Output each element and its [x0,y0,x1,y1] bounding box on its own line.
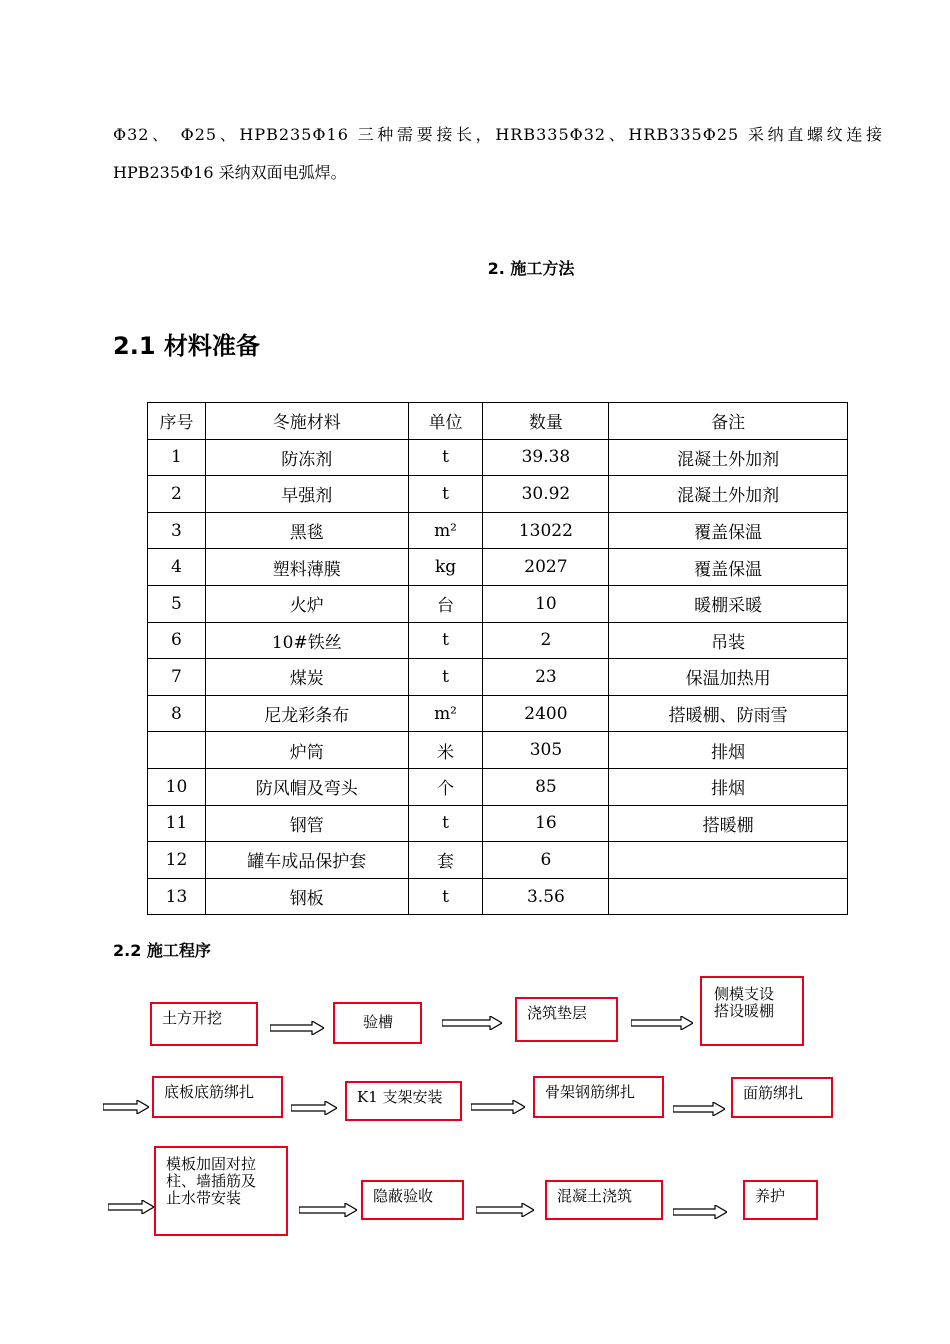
table-cell: 暖棚采暖 [609,585,848,622]
table-header-row [148,403,848,440]
table-cell: 3 [148,512,206,549]
table-cell [609,878,848,915]
table-cell: 6 [483,842,609,879]
table-cell: 早强剂 [205,476,408,513]
table-row [148,768,848,805]
flow-box-earthwork: 土方开挖 [150,1002,258,1046]
table-cell: 罐车成品保护套 [205,842,408,879]
table-cell: t [408,805,483,842]
table-cell: 12 [148,842,206,879]
header-cell: 数量 [483,403,609,440]
flow-box-cushion: 浇筑垫层 [515,997,618,1042]
table-cell: 搭暖棚 [609,805,848,842]
table-cell: 2 [483,622,609,659]
flow-box-inspect-trench: 验槽 [333,1002,422,1044]
table-cell: 2027 [483,549,609,586]
subsection-title-materials: 2.1 材料准备 [113,332,260,360]
materials-table [147,402,848,915]
table-cell: 5 [148,585,206,622]
table-cell: 11 [148,805,206,842]
flow-arrow [442,1016,496,1030]
flow-box-formwork: 模板加固对拉 柱、墙插筋及 止水带安装 [154,1146,288,1236]
table-cell: 8 [148,695,206,732]
table-cell: m² [408,512,483,549]
flow-box-top-rebar: 面筋绑扎 [731,1077,833,1118]
table-cell: 覆盖保温 [609,549,848,586]
table-cell: 305 [483,732,609,769]
table-cell: 炉筒 [205,732,408,769]
table-cell: 排烟 [609,732,848,769]
table-row [148,549,848,586]
header-cell: 备注 [609,403,848,440]
table-cell: 30.92 [483,476,609,513]
flow-arrow [291,1101,345,1115]
table-cell: 16 [483,805,609,842]
table-row [148,585,848,622]
flow-box-cure: 养护 [743,1180,818,1220]
table-cell: 13 [148,878,206,915]
table-row [148,878,848,915]
table-cell: 搭暖棚、防雨雪 [609,695,848,732]
flow-arrow [270,1021,324,1035]
table-row [148,805,848,842]
subsection-title-procedure: 2.2 施工程序 [113,941,211,960]
table-cell: 13022 [483,512,609,549]
header-cell: 序号 [148,403,206,440]
table-cell: 覆盖保温 [609,512,848,549]
flow-arrow [103,1100,157,1114]
intro-line-1: Φ32、 Φ25、HPB235Φ16 三种需要接长，HRB335Φ32、HRB335Φ25 采纳直螺纹连接 [113,125,883,144]
table-cell: 钢板 [205,878,408,915]
table-row [148,512,848,549]
table-cell: 尼龙彩条布 [205,695,408,732]
table-cell: 23 [483,659,609,696]
flow-arrow [471,1100,525,1114]
flow-box-k1: K1 支架安装 [345,1081,462,1121]
table-row [148,476,848,513]
table-cell: 85 [483,768,609,805]
flow-box-hidden-acceptance: 隐蔽验收 [361,1180,464,1220]
section-title: 2. 施工方法 [487,259,575,278]
flow-arrow [673,1205,727,1219]
header-cell: 冬施材料 [205,403,408,440]
table-cell: 煤炭 [205,659,408,696]
table-cell: 10 [483,585,609,622]
table-cell: t [408,476,483,513]
flow-box-skeleton: 骨架钢筋绑扎 [533,1076,664,1118]
table-row [148,842,848,879]
table-cell: t [408,878,483,915]
table-cell: t [408,439,483,476]
flow-box-pour: 混凝土浇筑 [545,1180,663,1220]
intro-paragraph [113,116,883,192]
table-cell: 套 [408,842,483,879]
flow-arrow [673,1102,727,1116]
header-cell: 单位 [408,403,483,440]
table-cell: 2 [148,476,206,513]
table-cell: 10 [148,768,206,805]
table-row [148,659,848,696]
flow-arrow [631,1016,685,1030]
table-row [148,622,848,659]
table-cell: 排烟 [609,768,848,805]
table-cell: 防风帽及弯头 [205,768,408,805]
table-cell: 米 [408,732,483,769]
flow-arrow [299,1203,353,1217]
table-cell: 3.56 [483,878,609,915]
table-cell: kg [408,549,483,586]
table-cell: 6 [148,622,206,659]
flow-arrow [476,1203,530,1217]
table-cell: 7 [148,659,206,696]
table-cell [148,732,206,769]
table-cell: 10#铁丝 [205,622,408,659]
table-cell: t [408,622,483,659]
table-cell: 吊装 [609,622,848,659]
table-cell [609,842,848,879]
table-cell: 台 [408,585,483,622]
table-cell: 防冻剂 [205,439,408,476]
intro-line-2: HPB235Φ16 采纳双面电弧焊。 [113,163,347,182]
table-cell: 2400 [483,695,609,732]
table-cell: 39.38 [483,439,609,476]
table-cell: t [408,659,483,696]
table-cell: 混凝土外加剂 [609,476,848,513]
table-row [148,695,848,732]
table-cell: 1 [148,439,206,476]
table-cell: 黑毯 [205,512,408,549]
table-row [148,732,848,769]
table-row [148,439,848,476]
table-cell: 塑料薄膜 [205,549,408,586]
table-cell: m² [408,695,483,732]
flow-box-bottom-rebar: 底板底筋绑扎 [152,1076,283,1118]
table-cell: 火炉 [205,585,408,622]
table-cell: 保温加热用 [609,659,848,696]
table-cell: 钢管 [205,805,408,842]
table-cell: 4 [148,549,206,586]
table-cell: 混凝土外加剂 [609,439,848,476]
flow-box-sideform: 侧模支设 搭设暖棚 [700,976,804,1046]
table-cell: 个 [408,768,483,805]
